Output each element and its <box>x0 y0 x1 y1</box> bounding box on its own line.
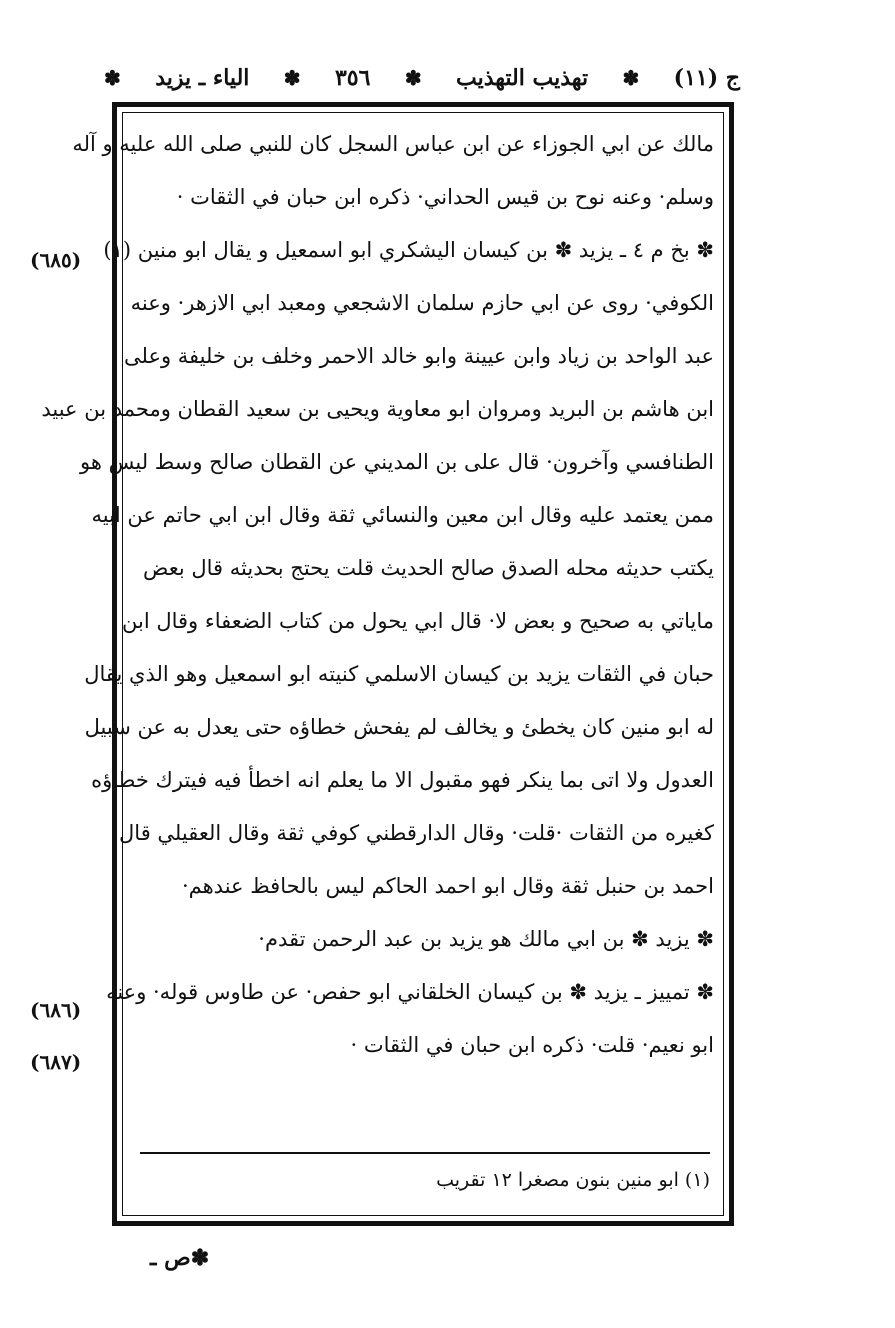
text-line: الطنافسي وآخرون· قال على بن المديني عن القطان صالح وسط ليس هو <box>80 450 714 474</box>
entry-number-686: (٦٨٦) <box>30 998 82 1022</box>
text-line: ابو نعيم· قلت· ذكره ابن حبان في الثقات · <box>350 1033 714 1057</box>
page-number: ٣٥٦ <box>334 65 371 91</box>
text-line: عبد الواحد بن زياد وابن عيينة وابو خالد الاحمر وخلف بن خليفة وعلى <box>124 344 714 368</box>
text-line: ابن هاشم بن البريد ومروان ابو معاوية ويحيى بن سعيد القطان ومحمد بن عبيد <box>41 397 714 421</box>
text-line: يكتب حديثه محله الصدق صالح الحديث قلت يحتج بحديثه قال بعض <box>143 556 714 580</box>
book-title: تهذيب التهذيب <box>456 65 589 91</box>
section-label: الياء ـ يزيد <box>155 65 250 91</box>
text-line: حبان في الثقات يزيد بن كيسان الاسلمي كنيته ابو اسمعيل وهو الذي يقال <box>84 662 714 686</box>
text-line: كغيره من الثقات ·قلت· وقال الدارقطني كوفي ثقة وقال العقيلي قال <box>119 821 714 845</box>
text-line: ✽ يزيد ✽ بن ابي مالك هو يزيد بن عبد الرحمن تقدم· <box>258 927 714 951</box>
text-line: ماياتي به صحيح و بعض لا· قال ابي يحول من كتاب الضعفاء وقال ابن <box>122 609 714 633</box>
text-line: ✽ تمييز ـ يزيد ✽ بن كيسان الخلقاني ابو حفص· عن طاوس قوله· وعنه <box>106 980 714 1004</box>
ornament-icon: ✽ <box>404 66 422 90</box>
catchword: ✽ص ـ <box>150 1245 210 1271</box>
footnote-divider <box>140 1152 710 1154</box>
entry-number-687: (٦٨٧) <box>30 1050 82 1074</box>
text-line: مالك عن ابي الجوزاء عن ابن عباس السجل كان للنبي صلى الله عليه و آله <box>72 132 714 156</box>
text-line: ✽ بخ م ٤ ـ يزيد ✽ بن كيسان اليشكري ابو اسمعيل و يقال ابو منين (١) <box>103 238 714 262</box>
text-line: احمد بن حنبل ثقة وقال ابو احمد الحاكم ليس بالحافظ عندهم· <box>181 874 714 898</box>
ornament-icon: ✽ <box>104 66 121 90</box>
ornament-icon: ✽ <box>622 66 640 90</box>
text-line: العدول ولا اتى بما ينكر فهو مقبول الا ما يعلم انه اخطأ فيه فيترك خطاؤه <box>91 768 714 792</box>
text-line: له ابو منين كان يخطئ و يخالف لم يفحش خطاؤه حتى يعدل به عن سبيل <box>84 715 714 739</box>
running-header <box>100 56 740 100</box>
text-line: الكوفي· روى عن ابي حازم سلمان الاشجعي ومعبد ابي الازهر· وعنه <box>130 291 714 315</box>
entry-number-685: (٦٨٥) <box>30 248 82 272</box>
footnote: (١) ابو منين بنون مصغرا ١٢ تقريب <box>436 1169 710 1191</box>
text-line: ممن يعتمد عليه وقال ابن معين والنسائي ثقة وقال ابن ابي حاتم عن ابيه <box>91 503 714 527</box>
volume-label: ج (١١) <box>673 65 740 91</box>
ornament-icon: ✽ <box>283 66 301 90</box>
text-line: وسلم· وعنه نوح بن قيس الحداني· ذكره ابن حبان في الثقات · <box>176 185 714 209</box>
